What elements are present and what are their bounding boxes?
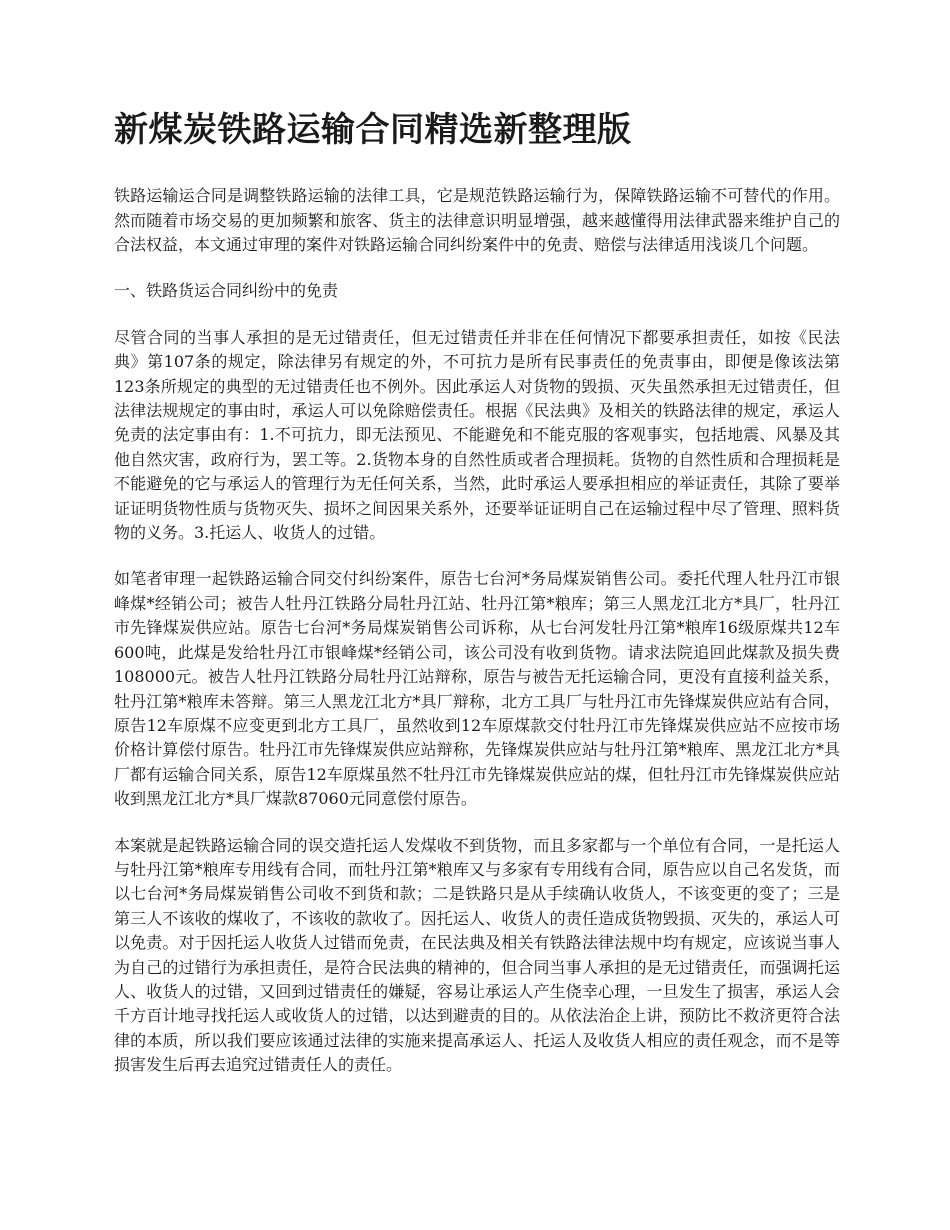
document-page <box>114 108 840 1100</box>
exemption-paragraph: 尽管合同的当事人承担的是无过错责任，但无过错责任并非在任何情况下都要承担责任，如按《民法典》第107条的规定，除法律另有规定的外，不可抗力是所有民事责任的免责事由，即便是像该法第123条所规定的典型的无过错责任也不例外。因此承运人对货物的毁损、灭失虽然承担无过错责任，但法律法规规定的事由时，承运人可以免除赔偿责任。根据《民法典》及相关的铁路法律的规定，承运人免责的法定事由有：1.不可抗力，即无法预见、不能避免和不能克服的客观事实，包括地震、风暴及其他自然灾害，政府行为，罢工等。2.货物本身的自然性质或者合理损耗。货物的自然性质和合理损耗是不能避免的它与承运人的管理行为无任何关系，当然，此时承运人要承担相应的举证责任，其除了要举证证明货物性质与货物灭失、损坏之间因果关系外，还要举证证明自己在运输过程中尽了管理、照料货物的义务。3.托运人、收货人的过错。 <box>114 327 840 543</box>
analysis-paragraph: 本案就是起铁路运输合同的误交造托运人发煤收不到货物，而且多家都与一个单位有合同，一是托运人与牡丹江第*粮库专用线有合同，而牡丹江第*粮库又与多家有专用线有合同，原告应以自己名发货，而以七台河*务局煤炭销售公司收不到货和款；二是铁路只是从手续确认收货人，不该变更的变了；三是第三人不该收的煤收了，不该收的款收了。因托运人、收货人的责任造成货物毁损、灭失的，承运人可以免责。对于因托运人收货人过错而免责，在民法典及相关有铁路法律法规中均有规定，应该说当事人为自己的过错行为承担责任，是符合民法典的精神的，但合同当事人承担的是无过错责任，而强调托运人、收货人的过错，又回到过错责任的嫌疑，容易让承运人产生侥幸心理，一旦发生了损害，承运人会千方百计地寻找托运人或收货人的过错，以达到避责的目的。从依法治企上讲，预防比不救济更符合法律的本质，所以我们要应该通过法律的实施来提高承运人、托运人及收货人相应的责任观念，而不是等损害发生后再去追究过错责任人的责任。 <box>114 835 840 1075</box>
case-paragraph: 如笔者审理一起铁路运输合同交付纠纷案件，原告七台河*务局煤炭销售公司。委托代理人牡丹江市银峰煤*经销公司；被告人牡丹江铁路分局牡丹江站、牡丹江第*粮库；第三人黑龙江北方*具厂，牡丹江市先锋煤炭供应站。原告七台河*务局煤炭销售公司诉称，从七台河发牡丹江第*粮库16级原煤共12车600吨，此煤是发给牡丹江市银峰煤*经销公司，该公司没有收到货物。请求法院追回此煤款及损失费108000元。被告人牡丹江铁路分局牡丹江站辩称，原告与被告无托运输合同，更没有直接利益关系，牡丹江第*粮库未答辩。第三人黑龙江北方*具厂辩称，北方工具厂与牡丹江市先锋煤炭供应站有合同，原告12车原煤不应变更到北方工具厂，虽然收到12车原煤款交付牡丹江市先锋煤炭供应站不应按市场价格计算偿付原告。牡丹江市先锋煤炭供应站辩称，先锋煤炭供应站与牡丹江第*粮库、黑龙江北方*具厂都有运输合同关系，原告12车原煤虽然不牡丹江市先锋煤炭供应站的煤，但牡丹江市先锋煤炭供应站收到黑龙江北方*具厂煤款87060元同意偿付原告。 <box>114 569 840 809</box>
document-title: 新煤炭铁路运输合同精选新整理版 <box>114 110 632 150</box>
section-heading-liability-exemption: 一、铁路货运合同纠纷中的免责 <box>114 281 339 301</box>
intro-paragraph: 铁路运输运合同是调整铁路运输的法律工具，它是规范铁路运输行为，保障铁路运输不可替代的作用。然而随着市场交易的更加频繁和旅客、货主的法律意识明显增强，越来越懂得用法律武器来维护自己的合法权益，本文通过审理的案件对铁路运输合同纠纷案件中的免责、赔偿与法律适用浅谈几个问题。 <box>114 186 840 254</box>
